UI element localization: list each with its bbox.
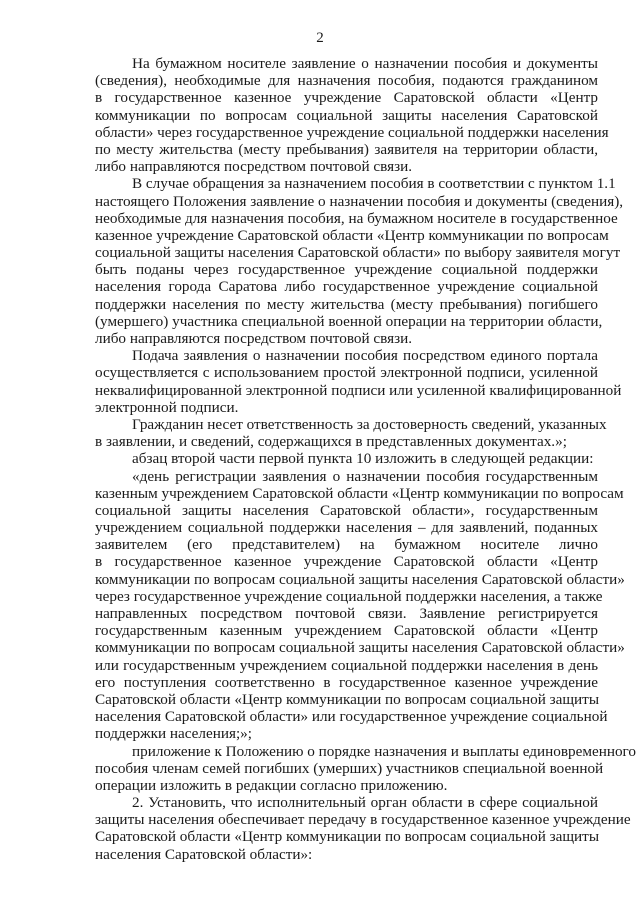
text-line: казенное учреждение Саратовской области «Центр коммуникации по вопросам (95, 226, 609, 244)
text-line: пособия членам семей погибших (умерших) участников специальной военной (95, 759, 604, 777)
text-line: На бумажном носителе заявление о назначении пособия и документы (132, 55, 598, 72)
text-line: операции изложить в редакции согласно приложению. (95, 776, 448, 794)
text-line: поддержки населения по месту жительства (месту пребывания) погибшего (95, 295, 598, 313)
paragraph (95, 742, 636, 795)
text-line: Гражданин несет ответственность за достоверность сведений, указанных (132, 415, 607, 433)
text-line: быть поданы через государственное учреждение социальной поддержки (95, 261, 598, 279)
text-line: неквалифицированной электронной подписи или усиленной квалифицированной (95, 381, 622, 399)
paragraph (95, 55, 609, 176)
text-line: осуществляется с использованием простой электронной подписи, усиленной (95, 364, 598, 382)
text-line: учреждением социальной поддержки населения – для заявлений, поданных (95, 519, 598, 537)
text-line: казенным учреждением Саратовской области «Центр коммуникации по вопросам (95, 484, 624, 502)
text-line: 2. Установить, что исполнительный орган области в сфере социальной (132, 794, 598, 812)
text-line: Саратовской области «Центр коммуникации по вопросам социальной защиты (95, 690, 600, 708)
text-line: в заявлении, и сведений, содержащихся в представленных документах.»; (95, 433, 567, 451)
text-line: в государственное казенное учреждение Саратовской области «Центр (95, 89, 598, 107)
document-body (95, 55, 636, 863)
text-line: социальной защиты населения Саратовской области» по выбору заявителя могут (95, 244, 621, 262)
text-line: через государственное учреждение социальной поддержки населения, а также (95, 587, 603, 605)
text-line: настоящего Положения заявление о назначении пособия и документы (сведения), (95, 192, 624, 210)
paragraph (95, 347, 622, 416)
text-line: коммуникации по вопросам социальной защиты населения Саратовской области» (95, 570, 625, 588)
text-line: или государственным учреждением социальной поддержки населения в день (95, 656, 598, 674)
text-line: электронной подписи. (95, 398, 239, 416)
text-line: его поступления соответственно в государственное казенное учреждение (95, 673, 598, 691)
text-line: Саратовской области «Центр коммуникации по вопросам социальной защиты (95, 828, 600, 846)
paragraph (95, 794, 631, 863)
text-line: (умершего) участника специальной военной операции на территории области, (95, 312, 603, 330)
paragraph (95, 450, 598, 467)
text-line: государственным казенным учреждением Саратовской области «Центр (95, 622, 598, 640)
text-line: по месту жительства (месту пребывания) заявителя на территории области, (95, 140, 598, 158)
text-line: области» через государственное учреждение социальной поддержки населения (95, 123, 609, 141)
text-line: абзац второй части первой пункта 10 изложить в следующей редакции: (132, 450, 594, 468)
text-line: «день регистрации заявления о назначении пособия государственным (132, 467, 598, 485)
text-line: либо направляются посредством почтовой связи. (95, 158, 413, 176)
paragraph (95, 415, 607, 451)
text-line: поддержки населения;»; (95, 725, 252, 743)
text-line: (сведения), необходимые для назначения пособия, подаются гражданином (95, 72, 598, 90)
text-line: приложение к Положению о порядке назначения и выплаты единовременного (132, 742, 636, 760)
text-line: защиты населения обеспечивает передачу в государственное казенное учреждение (95, 811, 631, 829)
text-line: населения Саратовской области» или государственное учреждение социальной (95, 708, 608, 726)
text-line: Подача заявления о назначении пособия посредством единого портала (132, 347, 598, 365)
text-line: населения Саратовской области»: (95, 845, 313, 863)
text-line: необходимые для назначения пособия, на бумажном носителе в государственное (95, 209, 618, 227)
text-line: направленных посредством почтовой связи. Заявление регистрируется (95, 605, 598, 622)
text-line: населения города Саратова либо государственное учреждение социальной (95, 278, 598, 296)
text-line: либо направляются посредством почтовой связи. (95, 330, 413, 347)
text-line: социальной защиты населения Саратовской области», государственным (95, 501, 598, 519)
paragraph (95, 467, 625, 743)
page-number: 2 (316, 30, 324, 46)
text-line: В случае обращения за назначением пособия в соответствии с пунктом 1.1 (132, 175, 616, 193)
paragraph (95, 175, 624, 347)
text-line: коммуникации по вопросам социальной защиты населения Саратовской (95, 106, 598, 124)
text-line: коммуникации по вопросам социальной защиты населения Саратовской области» (95, 639, 625, 657)
text-line: в государственное казенное учреждение Саратовской области «Центр (95, 553, 598, 571)
text-line: заявителем (его представителем) на бумажном носителе лично (95, 536, 598, 554)
